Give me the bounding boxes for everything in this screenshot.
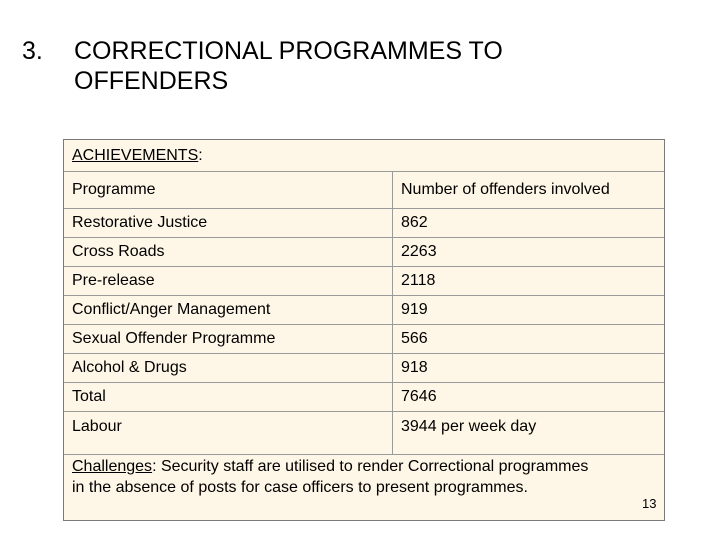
table-row	[64, 238, 664, 267]
achievements-heading	[72, 146, 203, 166]
table-row	[64, 354, 664, 383]
programme-cell: Pre-release	[64, 267, 393, 296]
slide-title-line-2: OFFENDERS	[74, 67, 229, 95]
slide-title-line-1: CORRECTIONAL PROGRAMMES TO	[74, 37, 503, 65]
offenders-cell: 3944 per week day	[393, 412, 665, 455]
table-row	[64, 209, 664, 238]
challenges-label: Challenges	[72, 458, 153, 475]
column-header-offenders: Number of offenders involved	[393, 172, 665, 209]
offenders-cell: 918	[393, 354, 665, 383]
offenders-cell: 2118	[393, 267, 665, 296]
offenders-cell: 2263	[393, 238, 665, 267]
content-box	[63, 139, 665, 521]
table-row	[64, 412, 664, 455]
offenders-cell: 862	[393, 209, 665, 238]
challenges-paragraph	[72, 456, 592, 498]
table-header-row	[64, 172, 664, 209]
table-row	[64, 267, 664, 296]
table-row	[64, 325, 664, 354]
programme-cell: Cross Roads	[64, 238, 393, 267]
offenders-cell: 7646	[393, 383, 665, 412]
programme-cell: Conflict/Anger Management	[64, 296, 393, 325]
offenders-cell: 919	[393, 296, 665, 325]
column-header-programme: Programme	[64, 172, 393, 209]
programmes-table	[64, 171, 664, 455]
programme-cell: Sexual Offender Programme	[64, 325, 393, 354]
programme-cell: Total	[64, 383, 393, 412]
programme-cell: Restorative Justice	[64, 209, 393, 238]
table-row	[64, 296, 664, 325]
slide-title	[74, 36, 674, 96]
achievements-heading-colon: :	[198, 147, 203, 164]
page-number: 13	[642, 496, 657, 511]
table-row	[64, 383, 664, 412]
slide-number-label: 3.	[22, 37, 43, 65]
programme-cell: Alcohol & Drugs	[64, 354, 393, 383]
offenders-cell: 566	[393, 325, 665, 354]
achievements-heading-label: ACHIEVEMENTS	[72, 147, 199, 164]
programme-cell: Labour	[64, 412, 393, 455]
challenges-text: : Security staff are utilised to render Correctional programmes in the absence of posts for case officers to present programmes.	[72, 458, 589, 496]
